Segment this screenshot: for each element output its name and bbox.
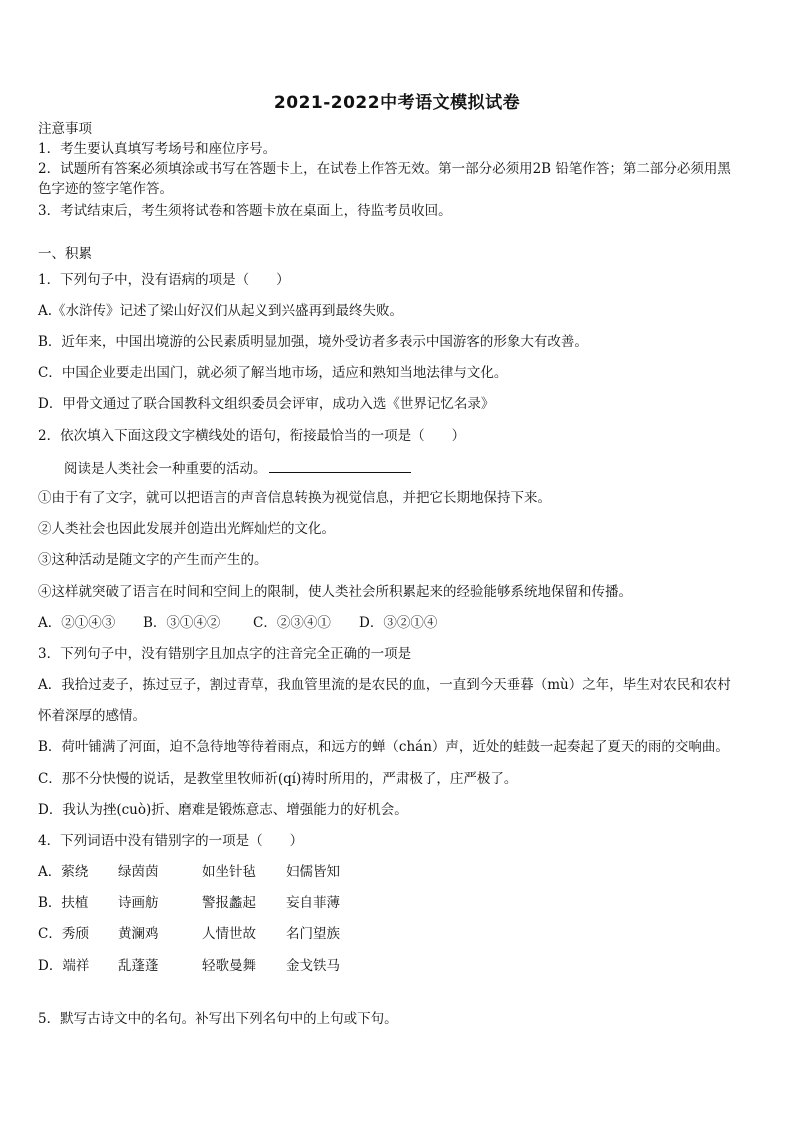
page-title: 2021-2022中考语文模拟试卷 [273,93,521,113]
q4-c-word-3: 人情世故 [202,926,256,942]
q3-option-b: B．荷叶铺满了河面，迫不急待地等待着雨点，和远方的蝉（chán）声，近处的蛙鼓一起奏起了夏天的雨的交响曲。 [38,739,729,755]
q4-b-word-3: 警报蠡起 [202,895,256,911]
q4-c-word-2: 黄澜鸡 [118,926,159,942]
q3-option-a-cont: 怀着深厚的感情。 [38,708,146,724]
q4-option-a [38,863,760,881]
q2-sentence-4: ④这样就突破了语言在时间和空间上的限制，使人类社会所积累起来的经验能够系统地保留和传播。 [38,584,632,600]
notice-item-2-cont: 色字迹的签字笔作答。 [38,181,173,197]
q2-lead-text: 阅读是人类社会一种重要的活动。 [64,461,267,477]
notice-item-3: 3．考试结束后，考生须将试卷和答题卡放在桌面上，待监考员收回。 [38,203,452,219]
q4-option-b [38,894,760,912]
q4-option-d [38,957,760,975]
q2-option-b: B．③①④② [143,615,221,631]
q2-option-d: D．③②①④ [359,615,438,631]
q1-option-a: A.《水浒传》记述了梁山好汉们从起义到兴盛再到最终失败。 [38,303,404,319]
q4-a-word-1: A．萦绕 [38,864,89,880]
notice-heading: 注意事项 [38,121,92,137]
q2-option-a: A．②①④③ [38,615,116,631]
q3-option-c: C．那不分快慢的说话，是教堂里牧师祈(qí)祷时所用的，严肃极了，庄严极了。 [38,771,518,787]
q4-stem: 4．下列词语中没有错别字的一项是（ ） [38,833,304,849]
q3-stem: 3．下列句子中，没有错别字且加点字的注音完全正确的一项是 [38,646,412,662]
q4-a-word-2: 绿茵茵 [118,864,159,880]
q2-sentence-1: ①由于有了文字，就可以把语言的声音信息转换为视觉信息，并把它长期地保持下来。 [38,490,551,506]
q4-d-word-1: D．端祥 [38,958,90,974]
answer-blank [269,458,411,473]
q4-a-word-3: 如坐针毡 [202,864,256,880]
q2-sentence-3: ③这种活动是随文字的产生而产生的。 [38,552,268,568]
q3-option-d: D．我认为挫(cuò)折、磨难是锻炼意志、增强能力的好机会。 [38,802,408,818]
q2-sentence-2: ②人类社会也因此发展并创造出光辉灿烂的文化。 [38,521,335,537]
q1-option-c: C．中国企业要走出国门，就必须了解当地市场，适应和熟知当地法律与文化。 [38,365,508,381]
q4-d-word-2: 乱蓬蓬 [118,958,159,974]
q4-c-word-4: 名门望族 [286,926,340,942]
q4-d-word-3: 轻歌曼舞 [202,958,256,974]
q1-option-b: B．近年来，中国出境游的公民素质明显加强，境外受访者多表示中国游客的形象大有改善。 [38,334,588,350]
notice-item-2: 2．试题所有答案必须填涂或书写在答题卡上，在试卷上作答无效。第一部分必须用2B 铅笔作答；第二部分必须用黑 [38,161,731,177]
q2-options [38,614,760,632]
section-heading: 一、积累 [38,246,92,262]
q4-option-c [38,925,760,943]
q4-c-word-1: C．秀颀 [38,926,89,942]
q4-d-word-4: 金戈铁马 [286,958,340,974]
q4-b-word-1: B．扶植 [38,895,89,911]
q4-b-word-2: 诗画舫 [118,895,159,911]
q4-b-word-4: 妄自菲薄 [286,895,340,911]
q5-stem: 5．默写古诗文中的名句。补写出下列名句中的上句或下句。 [38,1011,398,1027]
q2-stem: 2．依次填入下面这段文字横线处的语句，衔接最恰当的一项是（ ） [38,428,466,444]
q2-option-c: C．②③④① [253,615,331,631]
q1-option-d: D．甲骨文通过了联合国教科文组织委员会评审，成功入选《世界记忆名录》 [38,396,495,412]
q2-lead [64,458,786,478]
notice-item-1: 1．考生要认真填写考场号和座位序号。 [38,141,277,157]
q3-option-a: A．我拾过麦子，拣过豆子，割过青草，我血管里流的是农民的血，一直到今天垂暮（mù）之年，毕生对农民和农村 [38,677,731,693]
q1-stem: 1．下列句子中，没有语病的项是（ ） [38,272,290,288]
q4-a-word-4: 妇儒皆知 [286,864,340,880]
